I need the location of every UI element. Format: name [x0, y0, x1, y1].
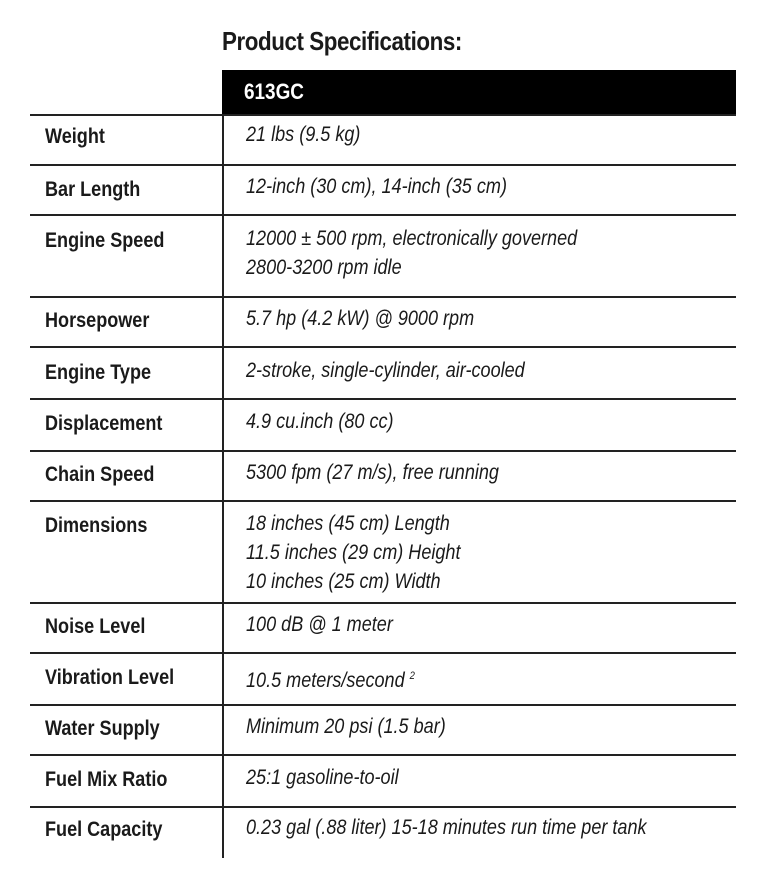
spec-label: Engine Speed — [45, 229, 165, 252]
spec-value — [246, 407, 394, 436]
spec-label: Engine Type — [45, 361, 152, 384]
spec-value-line: 4.9 cu.inch (80 cc) — [246, 410, 394, 433]
page-title: Product Specifications: — [222, 26, 462, 56]
spec-label: Noise Level — [45, 615, 146, 638]
spec-value-line: 10 inches (25 cm) Width — [246, 570, 441, 593]
spec-value-line: Minimum 20 psi (1.5 bar) — [246, 715, 446, 738]
spec-label: Chain Speed — [45, 463, 155, 486]
spec-label: Dimensions — [45, 514, 148, 537]
spec-label: Horsepower — [45, 309, 150, 332]
row-divider — [30, 296, 736, 298]
spec-value-line: 2800-3200 rpm idle — [246, 256, 402, 279]
row-divider — [30, 214, 736, 216]
row-divider — [30, 500, 736, 502]
spec-value — [246, 304, 474, 333]
spec-label: Fuel Mix Ratio — [45, 768, 168, 791]
spec-value-line: 5300 fpm (27 m/s), free running — [246, 461, 499, 484]
spec-label: Fuel Capacity — [45, 818, 163, 841]
spec-value — [246, 509, 460, 596]
spec-value — [246, 172, 507, 201]
spec-label: Vibration Level — [45, 666, 175, 689]
spec-label: Bar Length — [45, 178, 141, 201]
spec-label: Displacement — [45, 412, 163, 435]
spec-value — [246, 813, 647, 842]
row-divider — [30, 450, 736, 452]
spec-label: Weight — [45, 125, 105, 148]
spec-value-line: 10.5 meters/second $^2$ — [246, 669, 415, 692]
column-divider — [222, 114, 224, 858]
row-divider — [30, 602, 736, 604]
superscript: 2 — [409, 670, 415, 682]
spec-value-line: 11.5 inches (29 cm) Height — [246, 541, 461, 564]
spec-value-line: 12-inch (30 cm), 14-inch (35 cm) — [246, 175, 507, 198]
row-divider — [30, 346, 736, 348]
spec-value-line: 2-stroke, single-cylinder, air-cooled — [246, 359, 525, 382]
spec-value-line: 21 lbs (9.5 kg) — [246, 123, 361, 146]
spec-value — [246, 120, 360, 149]
row-divider — [30, 114, 736, 116]
spec-value — [246, 224, 577, 282]
spec-value — [246, 610, 393, 639]
row-divider — [30, 652, 736, 654]
row-divider — [30, 704, 736, 706]
model-header — [222, 70, 736, 114]
row-divider — [30, 164, 736, 166]
row-divider — [30, 398, 736, 400]
spec-value — [246, 763, 399, 792]
spec-label: Water Supply — [45, 717, 160, 740]
spec-value-line: 25:1 gasoline-to-oil — [246, 766, 399, 789]
row-divider — [30, 806, 736, 808]
spec-value — [246, 662, 415, 695]
model-label: 613GC — [244, 79, 304, 104]
spec-value-line: 0.23 gal (.88 liter) 15-18 minutes run time per tank — [246, 816, 647, 839]
spec-value — [246, 356, 525, 385]
spec-value-line: 12000 ± 500 rpm, electronically governed — [246, 227, 578, 250]
spec-value-line: 18 inches (45 cm) Length — [246, 512, 450, 535]
spec-value-line: 100 dB @ 1 meter — [246, 613, 393, 636]
spec-value — [246, 712, 446, 741]
row-divider — [30, 754, 736, 756]
spec-value — [246, 458, 499, 487]
spec-value-line: 5.7 hp (4.2 kW) @ 9000 rpm — [246, 307, 475, 330]
